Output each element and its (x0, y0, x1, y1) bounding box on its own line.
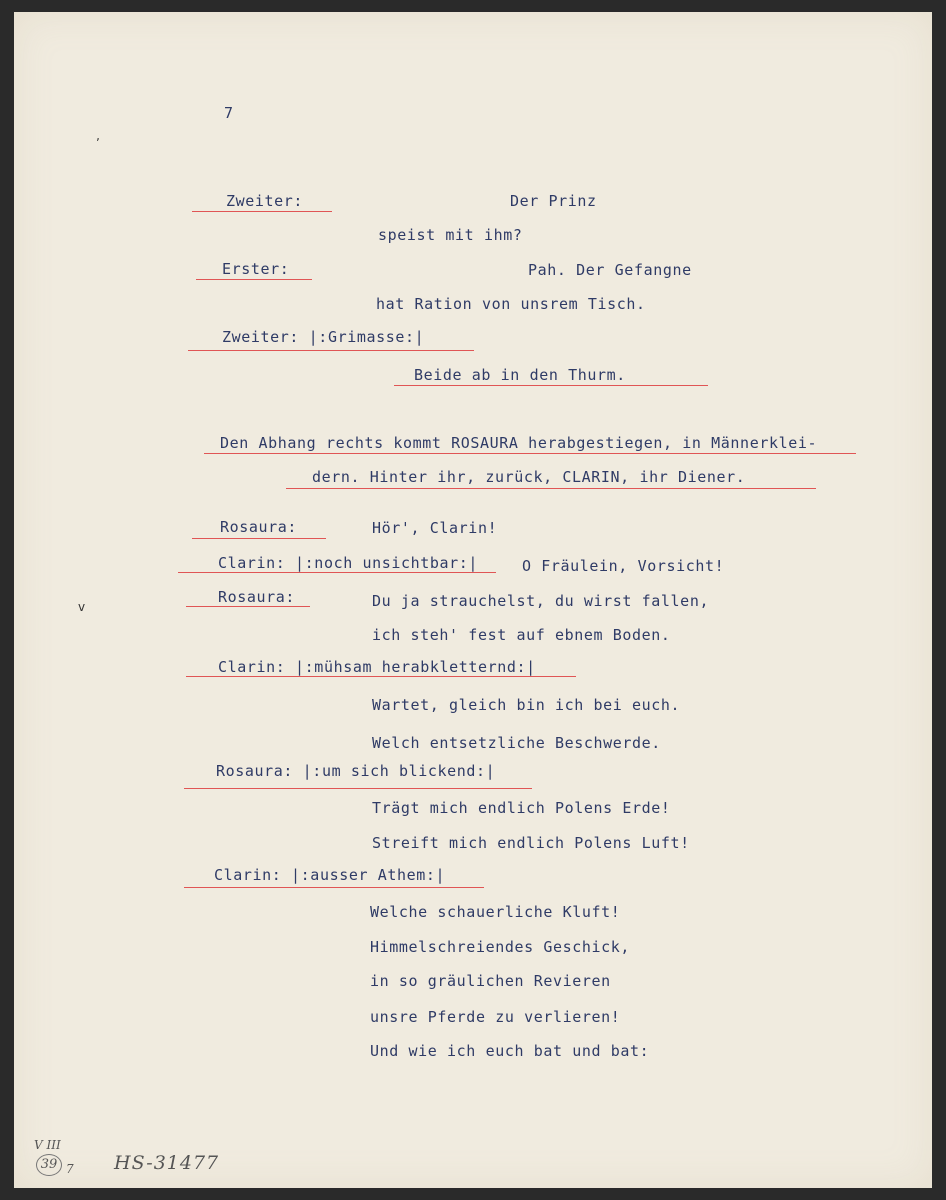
archive-circled-number: 39 (36, 1154, 62, 1176)
stage-direction-underline (394, 385, 708, 386)
stage-direction-underline (204, 453, 856, 454)
speaker-underline (188, 350, 474, 351)
dialogue-line: Und wie ich euch bat und bat: (370, 1042, 650, 1060)
dialogue-line: speist mit ihm? (378, 226, 523, 244)
speaker-underline (186, 606, 310, 607)
speaker-label: Clarin: |:ausser Athem:| (214, 866, 446, 884)
dialogue-line: Wartet, gleich bin ich bei euch. (372, 696, 681, 714)
stage-direction-underline (286, 488, 816, 489)
speaker-underline (186, 676, 576, 677)
speaker-label: Clarin: |:noch unsichtbar:| (218, 554, 479, 572)
dialogue-line: Himmelschreiendes Geschick, (370, 938, 631, 956)
dialogue-line: Der Prinz (510, 192, 597, 210)
archive-roman-mark (34, 1138, 61, 1152)
speaker-underline (192, 211, 332, 212)
speaker-label: Clarin: |:mühsam herabkletternd:| (218, 658, 536, 676)
speaker-label: Rosaura: (218, 588, 296, 606)
dialogue-line: hat Ration von unsrem Tisch. (376, 295, 646, 313)
dialogue-line: O Fräulein, Vorsicht! (522, 557, 725, 575)
archive-small-number: 7 (66, 1162, 74, 1176)
speaker-underline (196, 279, 312, 280)
dialogue-line: Welch entsetzliche Beschwerde. (372, 734, 661, 752)
page-number: 7 (224, 104, 234, 122)
speaker-label: Rosaura: |:um sich blickend:| (216, 762, 496, 780)
dialogue-line: Hör', Clarin! (372, 519, 498, 537)
dialogue-line: ich steh' fest auf ebnem Boden. (372, 626, 671, 644)
archive-signature: HS-31477 (114, 1152, 220, 1174)
document-page (14, 12, 932, 1188)
archive-roman: V III (34, 1138, 61, 1152)
speaker-label: Erster: (222, 260, 290, 278)
speaker-underline (178, 572, 496, 573)
speaker-underline (192, 538, 326, 539)
stage-direction: dern. Hinter ihr, zurück, CLARIN, ihr Diener. (312, 468, 746, 486)
speaker-label: Zweiter: |:Grimasse:| (222, 328, 425, 346)
dialogue-line: Trägt mich endlich Polens Erde! (372, 799, 671, 817)
stage-direction: Den Abhang rechts kommt ROSAURA herabgestiegen, in Männerklei- (220, 434, 818, 452)
speaker-underline (184, 887, 484, 888)
dialogue-line: Welche schauerliche Kluft! (370, 903, 621, 921)
dialogue-line: Streift mich endlich Polens Luft! (372, 834, 690, 852)
dialogue-line: Du ja strauchelst, du wirst fallen, (372, 592, 710, 610)
speaker-label: Rosaura: (220, 518, 298, 536)
speaker-underline (184, 788, 532, 789)
stage-direction: Beide ab in den Thurm. (414, 366, 626, 384)
dialogue-line: Pah. Der Gefangne (528, 261, 692, 279)
dialogue-line: unsre Pferde zu verlieren! (370, 1008, 621, 1026)
dialogue-line: in so gräulichen Revieren (370, 972, 611, 990)
margin-tick-mark: ʼ (96, 136, 100, 150)
margin-tick-mark: v (78, 600, 86, 614)
speaker-label: Zweiter: (226, 192, 304, 210)
